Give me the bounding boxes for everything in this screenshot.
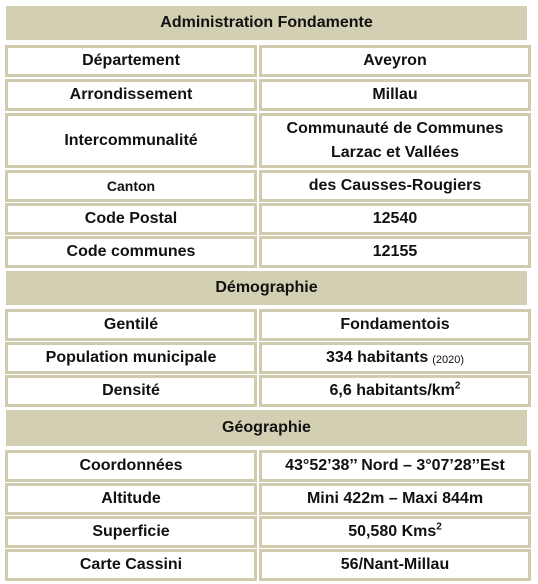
section-header-geographie: [4, 408, 529, 448]
label-altitude: Altitude: [5, 483, 257, 515]
population-year: (2020): [432, 354, 465, 366]
value-population: 334 habitants (2020): [259, 342, 531, 374]
value-superficie: 50,580 Kms$^2$: [259, 516, 531, 548]
value-densite: 6,6 habitants/$km^2$: [259, 375, 531, 407]
label-gentile: Gentilé: [5, 309, 257, 341]
value-code-postal: 12540: [259, 203, 531, 235]
value-coordonnees: 43°52’38’’ Nord – 3°07’28’’Est: [259, 450, 531, 482]
value-intercommunalite: Communauté de Communes Larzac et Vallées: [259, 113, 531, 168]
label-canton: Canton: [5, 170, 257, 202]
label-densite: Densité: [5, 375, 257, 407]
value-arrondissement: Millau: [259, 79, 531, 111]
label-intercommunalite: Intercommunalité: [5, 113, 257, 168]
section-title: Démographie: [215, 279, 318, 296]
section-header-administration: [4, 4, 529, 42]
label-superficie: Superficie: [5, 516, 257, 548]
label-population: Population municipale: [5, 342, 257, 374]
label-carte-cassini: Carte Cassini: [5, 549, 257, 581]
value-departement: Aveyron: [259, 45, 531, 77]
label-code-communes: Code communes: [5, 236, 257, 268]
value-carte-cassini: 56/Nant-Millau: [259, 549, 531, 581]
value-code-communes: 12155: [259, 236, 531, 268]
value-gentile: Fondamentois: [259, 309, 531, 341]
section-header-demographie: [4, 269, 529, 307]
label-coordonnees: Coordonnées: [5, 450, 257, 482]
section-title: Administration Fondamente: [160, 14, 373, 31]
label-arrondissement: Arrondissement: [5, 79, 257, 111]
value-canton: des Causses-Rougiers: [259, 170, 531, 202]
label-departement: Département: [5, 45, 257, 77]
value-altitude: Mini 422m – Maxi 844m: [259, 483, 531, 515]
section-title: Géographie: [222, 419, 311, 436]
label-code-postal: Code Postal: [5, 203, 257, 235]
